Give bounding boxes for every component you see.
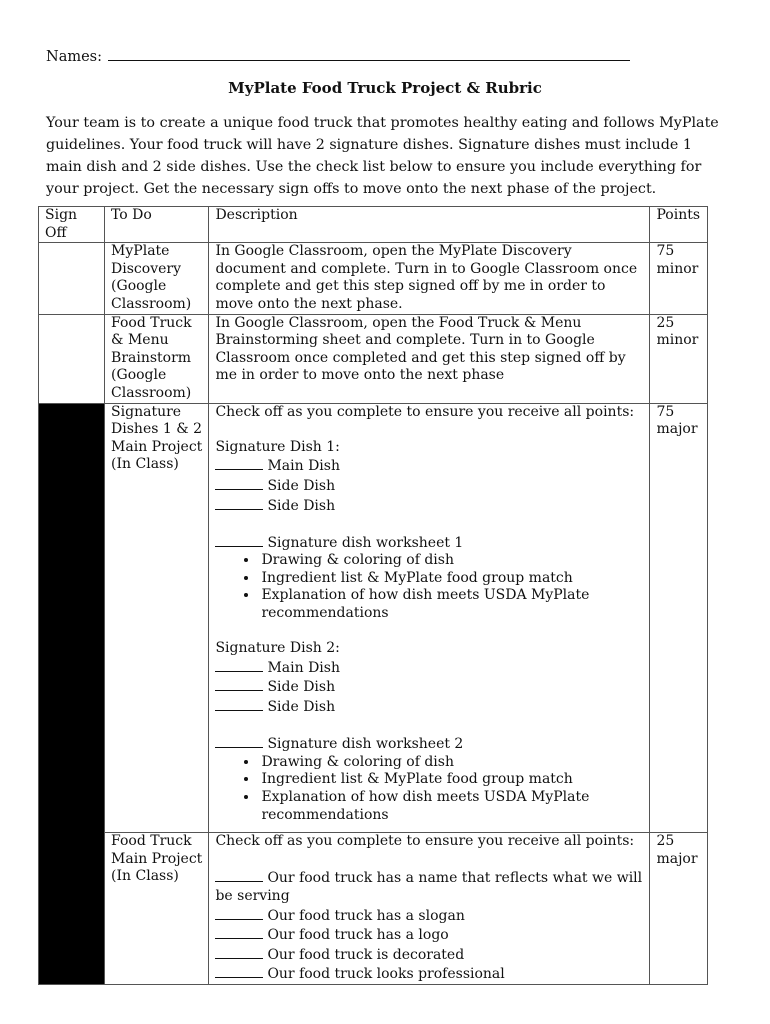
list-item: • Explanation of how dish meets USDA MyPlate recommendations xyxy=(259,587,646,622)
sign-off-cell[interactable] xyxy=(39,314,105,403)
checklist-item: Main Dish xyxy=(215,658,646,678)
check-blank[interactable] xyxy=(215,496,263,510)
points-cell xyxy=(650,314,708,403)
checklist-item: Signature dish worksheet 1 xyxy=(215,533,646,553)
list-item: • Drawing & coloring of dish xyxy=(259,754,646,772)
checklist-item: Side Dish xyxy=(215,677,646,697)
todo-cell: Food Truck & Menu Brainstorm (Google Classroom) xyxy=(105,314,209,403)
checklist-item: Side Dish xyxy=(215,697,646,717)
checkoff-instruction: Check off as you complete to ensure you receive all points: xyxy=(215,833,635,850)
names-field xyxy=(46,46,630,67)
checklist-item: Our food truck has a name that reflects what we will be serving xyxy=(215,870,643,904)
points-cell xyxy=(650,403,708,833)
check-blank[interactable] xyxy=(215,658,263,672)
description-cell xyxy=(209,403,650,833)
checklist-item: Signature dish worksheet 2 xyxy=(215,734,646,754)
check-blank[interactable] xyxy=(215,964,263,978)
checklist-item: Our food truck has a logo xyxy=(215,925,646,945)
checklist-item: Main Dish xyxy=(215,456,646,476)
check-blank[interactable] xyxy=(215,697,263,711)
check-blank[interactable] xyxy=(215,677,263,691)
rubric-table xyxy=(38,206,708,985)
checklist-item: Our food truck looks professional xyxy=(215,964,646,984)
points-cell xyxy=(650,833,708,985)
table-row xyxy=(39,243,708,314)
points-value: 75 xyxy=(656,403,675,420)
check-blank[interactable] xyxy=(215,945,263,959)
list-item: • Explanation of how dish meets USDA MyPlate recommendations xyxy=(259,789,646,824)
check-blank[interactable] xyxy=(215,456,263,470)
points-value: 75 xyxy=(656,243,675,260)
points-type: major xyxy=(656,850,698,867)
points-value: 25 xyxy=(656,833,675,850)
check-blank[interactable] xyxy=(215,734,263,748)
header-points: Points xyxy=(650,207,708,243)
description-cell: In Google Classroom, open the Food Truck & Menu Brainstorming sheet and complete. Turn in to Google Classroom once completed and get this step signed off by me in order to move onto the next phase xyxy=(209,314,650,403)
table-row xyxy=(39,403,708,833)
names-blank-line[interactable] xyxy=(108,46,630,61)
intro-paragraph: Your team is to create a unique food truck that promotes healthy eating and follows MyPlate guidelines. Your food truck will have 2 signature dishes. Signature dishes must include 1 main dish and 2 side dishes. Use the check list below to ensure you include everything for your project. Get the necessary sign offs to move onto the next phase of the project. xyxy=(46,115,719,197)
sign-off-cell[interactable] xyxy=(39,243,105,314)
list-item: • Ingredient list & MyPlate food group match xyxy=(259,570,646,588)
points-value: 25 xyxy=(656,314,675,331)
points-type: minor xyxy=(656,332,699,349)
checklist-item: Our food truck is decorated xyxy=(215,945,646,965)
description-cell: In Google Classroom, open the MyPlate Discovery document and complete. Turn in to Google Classroom once complete and get this step signed off by me in order to move onto the next phase. xyxy=(209,243,650,314)
points-cell xyxy=(650,243,708,314)
worksheet2-bullets xyxy=(215,754,646,824)
table-header-row xyxy=(39,207,708,243)
header-to-do: To Do xyxy=(105,207,209,243)
dish1-title: Signature Dish 1: xyxy=(215,438,340,455)
header-description: Description xyxy=(209,207,650,243)
todo-cell: Food Truck Main Project (In Class) xyxy=(105,833,209,985)
checklist-item: Side Dish xyxy=(215,496,646,516)
page-title: MyPlate Food Truck Project & Rubric xyxy=(228,79,542,97)
check-blank[interactable] xyxy=(215,476,263,490)
worksheet1-bullets xyxy=(215,552,646,622)
table-row xyxy=(39,314,708,403)
todo-cell: MyPlate Discovery (Google Classroom) xyxy=(105,243,209,314)
names-label: Names: xyxy=(46,49,102,65)
points-type: minor xyxy=(656,260,699,277)
check-blank[interactable] xyxy=(215,533,263,547)
checklist-item: Our food truck has a slogan xyxy=(215,906,646,926)
list-item: • Ingredient list & MyPlate food group match xyxy=(259,771,646,789)
points-type: major xyxy=(656,421,698,438)
header-sign-off: Sign Off xyxy=(39,207,105,243)
description-cell xyxy=(209,833,650,985)
dish2-title: Signature Dish 2: xyxy=(215,640,340,657)
sign-off-blacked-out xyxy=(39,403,105,984)
check-blank[interactable] xyxy=(215,906,263,920)
checkoff-instruction: Check off as you complete to ensure you receive all points: xyxy=(215,403,635,420)
checklist-item: Side Dish xyxy=(215,476,646,496)
check-blank[interactable] xyxy=(215,925,263,939)
list-item: • Drawing & coloring of dish xyxy=(259,552,646,570)
todo-cell: Signature Dishes 1 & 2 Main Project (In Class) xyxy=(105,403,209,833)
check-blank[interactable] xyxy=(215,868,263,882)
table-row xyxy=(39,833,708,985)
